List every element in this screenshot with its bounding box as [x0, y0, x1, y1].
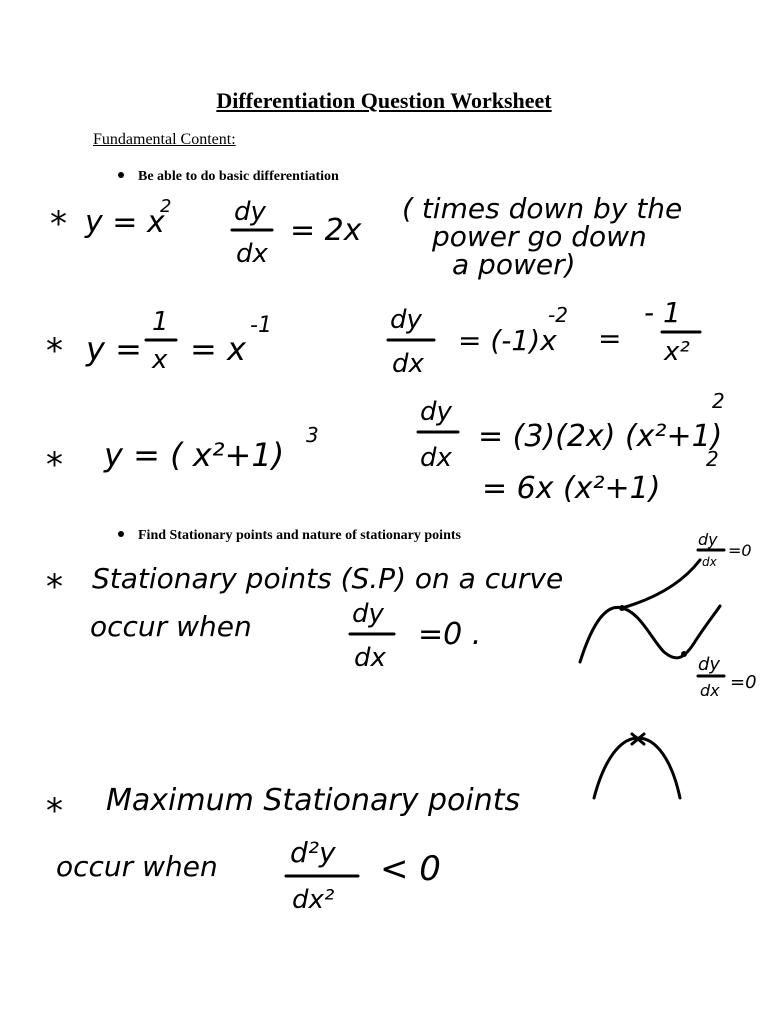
graph-label-dx: dx — [700, 681, 720, 700]
ex3-left: y = ( x²+1) — [104, 436, 285, 474]
ex2-numerator: 1 — [152, 307, 169, 337]
section-subtitle: Fundamental Content: — [93, 131, 236, 148]
ex2-result2-num: - 1 — [644, 296, 681, 329]
max-line2: occur when — [56, 850, 218, 883]
ex2-exponent: -1 — [250, 313, 272, 338]
ex1-note-line3: a power) — [452, 248, 576, 281]
ex1-result: = 2x — [290, 213, 362, 248]
page-title: Differentiation Question Worksheet — [216, 88, 552, 113]
curve-sketch — [580, 530, 757, 700]
star-mark: * — [46, 331, 63, 371]
ex2-denominator: x — [152, 345, 168, 375]
ex1-exponent: 2 — [160, 196, 172, 217]
ex3-result1: = (3)(2x) (x²+1) — [478, 419, 723, 454]
ex3-exponent: 3 — [306, 423, 319, 447]
star-mark: * — [46, 567, 63, 607]
pointer-line — [622, 560, 700, 608]
stationary-point-marker — [681, 651, 687, 657]
sp-dy: dy — [352, 599, 384, 629]
star-mark: * — [46, 445, 63, 485]
ex3-result2-exponent: 2 — [706, 447, 719, 471]
maximum-curve — [594, 738, 680, 798]
ex2-left: y = — [86, 330, 142, 368]
ex2-mid: = x — [190, 330, 246, 368]
ex2-dy: dy — [390, 305, 422, 335]
ex2-dx: dx — [392, 349, 424, 379]
ex1-note-line2: power go down — [432, 220, 647, 253]
ex3-result2: = 6x (x²+1) — [482, 471, 661, 506]
sp-equals-zero: =0 . — [418, 617, 482, 652]
star-mark: * — [50, 204, 67, 244]
ex2-result2-den: x² — [664, 337, 690, 367]
sp-line1: Stationary points (S.P) on a curve — [92, 562, 564, 595]
graph-label-eq: =0 — [730, 672, 757, 693]
max-line1: Maximum Stationary points — [106, 783, 521, 818]
star-mark: * — [46, 791, 63, 831]
ex1-function: y = x — [85, 205, 165, 240]
ex1-dx: dx — [236, 239, 268, 269]
graph-label-dy: dy — [698, 654, 721, 675]
graph-label-dx: dx — [702, 555, 717, 569]
sp-line2: occur when — [90, 610, 252, 643]
max-d2y: d²y — [290, 836, 336, 869]
ex3-result1-exponent: 2 — [712, 389, 725, 413]
ex1-dy: dy — [234, 197, 266, 227]
ex2-result1-exponent: -2 — [548, 303, 568, 327]
ex2-equals: = — [598, 322, 622, 355]
ex1-note-line1: ( times down by the — [402, 192, 683, 225]
ex3-dy: dy — [420, 397, 452, 427]
sp-dx: dx — [354, 643, 386, 673]
maximum-sketch — [594, 734, 680, 798]
bullet-text: Find Stationary points and nature of stationary points — [138, 528, 461, 543]
ex3-dx: dx — [420, 443, 452, 473]
ex2-result1: = (-1)x — [458, 324, 557, 357]
max-dx2: dx² — [292, 885, 335, 915]
graph-label-eq: =0 — [728, 541, 752, 560]
bullet-text: Be able to do basic differentiation — [138, 169, 339, 184]
max-condition: < 0 — [380, 849, 441, 889]
graph-label-dy: dy — [698, 530, 718, 549]
